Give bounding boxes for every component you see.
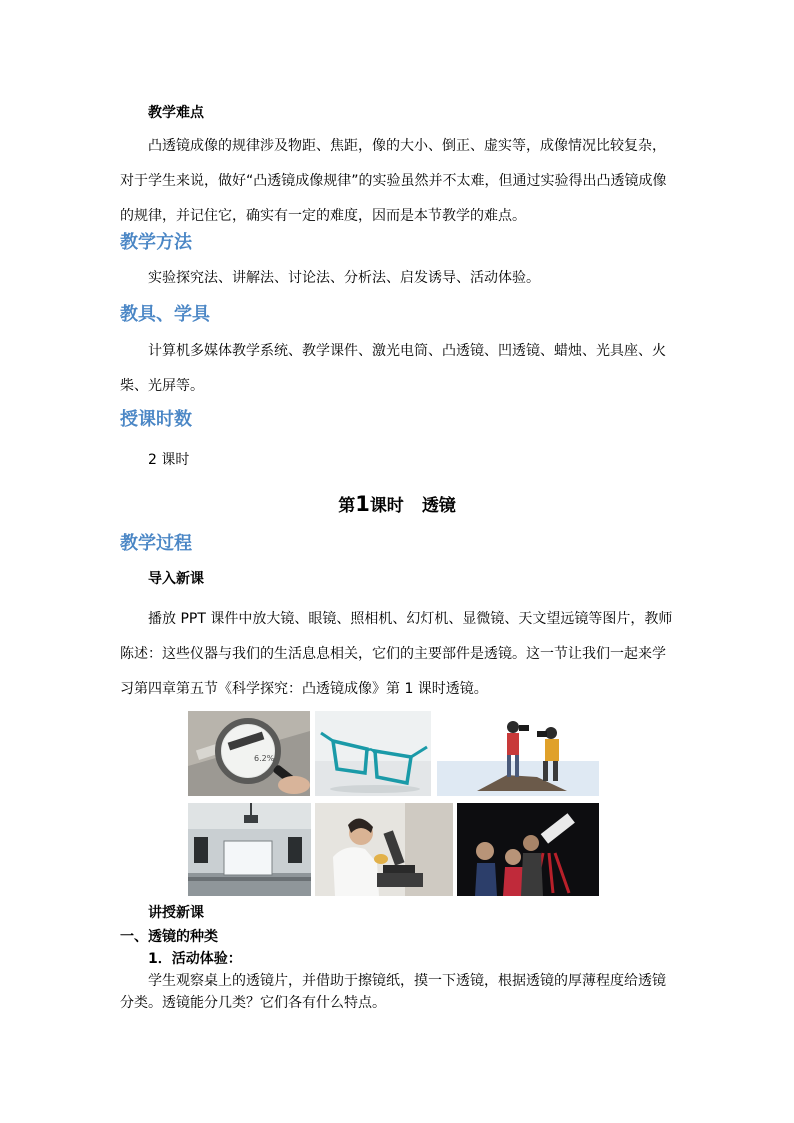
magnifier-photo [188,711,310,796]
teach-heading: 讲授新课 [148,905,204,921]
tools-paragraph: 计算机多媒体教学系统、教学课件、激光电筒、凸透镜、凹透镜、蜡烛、光具座、火柴、光屏等。 [120,343,666,394]
lesson-title-prefix: 第 [338,496,356,516]
projector-room-photo [188,803,311,896]
activity-heading: 1．活动体验： [148,951,242,967]
telescope-photo [457,803,599,896]
methods-title: 教学方法 [120,232,192,253]
difficulty-paragraph: 凸透镜成像的规律涉及物距、焦距，像的大小、倒正、虚实等，成像情况比较复杂，对于学生来说，做好“凸透镜成像规律”的实验虽然并不太难，但通过实验得出凸透镜成像的规律，并记住它，确实有一定的难度，因而是本节教学的难点。 [120,138,667,224]
lesson-title-name: 透镜 [421,496,456,516]
lesson-title-number: 1 [355,492,370,516]
process-title: 教学过程 [120,533,192,554]
hours-title: 授课时数 [120,409,192,430]
svg-text:6.2%: 6.2% [254,754,275,763]
eyeglasses-photo [315,711,431,796]
methods-paragraph: 实验探究法、讲解法、讨论法、分析法、启发诱导、活动体验。 [148,270,540,286]
difficulty-heading: 教学难点 [148,105,204,121]
lesson-title-suffix: 课时 [369,496,404,516]
tools-title: 教具、学具 [120,304,210,325]
intro-paragraph: 播放 PPT 课件中放大镜、眼镜、照相机、幻灯机、显微镜、天文望远镜等图片，教师陈述：这些仪器与我们的生活息息相关，它们的主要部件是透镜。这一节让我们一起来学习第四章第五节《科学探究：凸透镜成像》第 1 课时透镜。 [120,611,673,697]
lens-types-heading: 一、透镜的种类 [120,929,218,945]
lesson-title [0,491,794,519]
hours-paragraph: 2 课时 [148,452,190,468]
photographers-photo [437,711,599,796]
activity-paragraph: 学生观察桌上的透镜片，并借助于擦镜纸，摸一下透镜，根据透镜的厚薄程度给透镜分类。透镜能分几类？它们各有什么特点。 [120,973,666,1011]
intro-heading: 导入新课 [148,571,204,587]
microscope-photo [315,803,453,896]
